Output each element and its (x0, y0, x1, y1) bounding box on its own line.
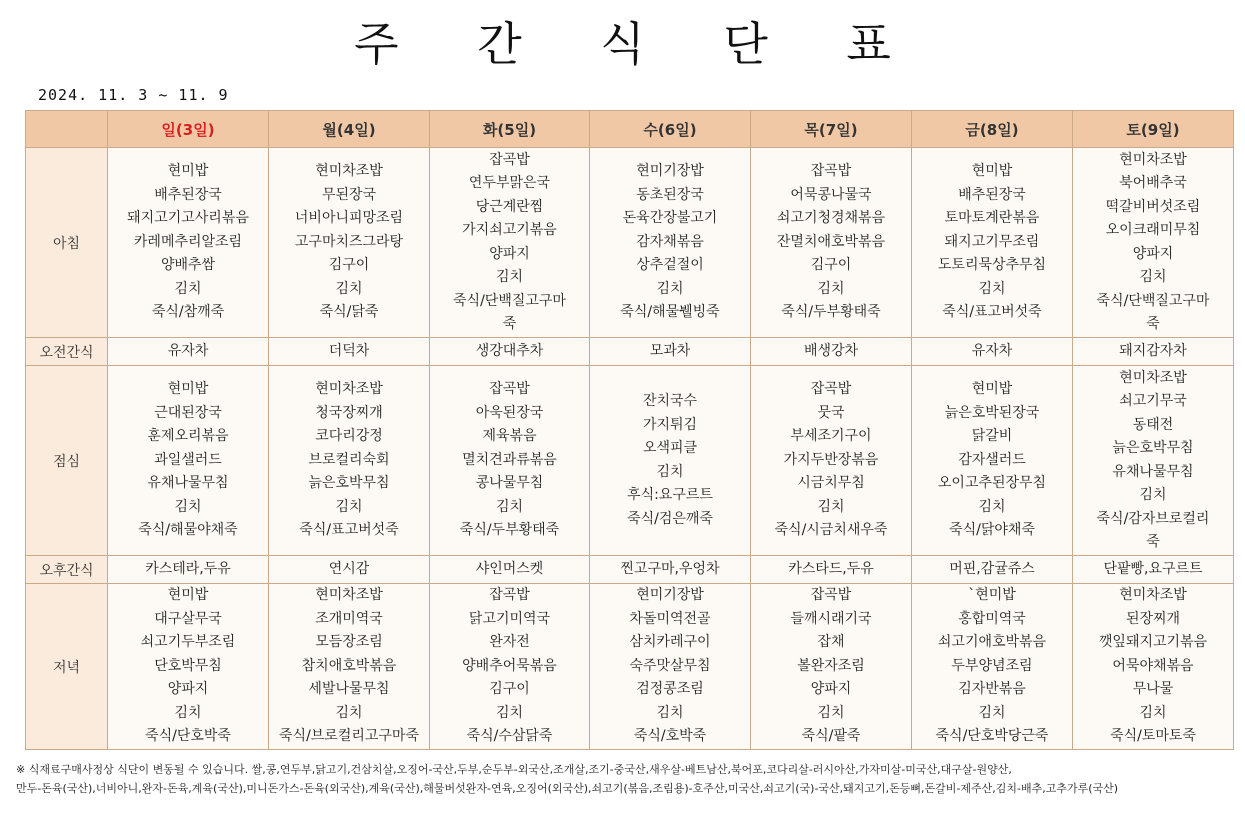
menu-item: 동초된장국 (636, 186, 704, 203)
breakfast-row (26, 148, 1234, 338)
menu-cell (269, 338, 430, 366)
menu-item: 양배추어묵볶음 (462, 657, 557, 674)
menu-item: 들깨시래기국 (790, 610, 872, 627)
menu-item: 브로컬리숙회 (308, 451, 390, 468)
day-header: 목(7일) (751, 111, 912, 148)
menu-item: 모듬장조림 (315, 634, 383, 651)
menu-item: 멸치견과류볶음 (462, 451, 557, 468)
menu-item: 김치 (174, 704, 202, 721)
day-header: 금(8일) (912, 111, 1073, 148)
menu-item: 현미밥 (971, 381, 1013, 398)
menu-item: 죽식/해물뷀빙죽 (620, 304, 720, 321)
menu-item: 죽식/닭죽 (319, 304, 379, 321)
menu-item: 어묵야채볶음 (1112, 657, 1194, 674)
menu-item: 죽식/해물야채죽 (138, 522, 238, 539)
menu-item: 김치 (335, 498, 363, 515)
menu-item: 부세조기구이 (790, 428, 872, 445)
menu-cell (1073, 366, 1234, 556)
menu-items (430, 149, 589, 337)
menu-item: 죽식/시금치새우죽 (774, 522, 888, 539)
menu-item: 김치 (978, 280, 1006, 297)
meal-label: 점심 (26, 366, 108, 556)
note-line: 만두-돈육(국산),너비아니,완자-돈육,계육(국산),미니돈가스-돈육(외국산),계육(국산),해물버섯완자-연육,오징어(외국산),쇠고기(볶음,조림용)-호주산,미국산,쇠고기(국)-국산,돼지고기,돈등뼈,돈갈비-제주산,김치-배추,고추가루(국산) (16, 782, 1119, 795)
menu-item: 완자전 (489, 634, 530, 651)
menu-items (108, 558, 268, 582)
menu-item: 차돌미역전골 (629, 610, 711, 627)
menu-item: 죽식/단호박당근죽 (935, 728, 1049, 745)
menu-items (1073, 367, 1233, 555)
day-header: 화(5일) (430, 111, 590, 148)
menu-item: 과일샐러드 (154, 451, 222, 468)
menu-items (751, 558, 911, 582)
menu-item: 양파지 (1132, 245, 1174, 262)
menu-item: 잡곡밥 (489, 151, 530, 168)
menu-item: 연두부맑은국 (468, 175, 551, 191)
header-corner (26, 111, 108, 148)
menu-item: 감자샐러드 (958, 451, 1026, 468)
menu-items (108, 584, 268, 749)
menu-item: 현미기장밥 (636, 163, 704, 180)
menu-item: 김치 (174, 498, 202, 515)
menu-item: 죽식/참깨죽 (151, 304, 225, 321)
menu-items (269, 584, 429, 749)
menu-item: 김구이 (489, 681, 530, 698)
menu-items (1073, 340, 1233, 364)
menu-item: 죽 (1146, 534, 1160, 550)
menu-item: 죽 (1146, 316, 1160, 332)
menu-item: 늙은호박된장국 (944, 404, 1040, 421)
menu-item: 쇠고기두부조림 (140, 634, 236, 651)
menu-cell (590, 148, 751, 338)
menu-items (108, 340, 268, 364)
menu-items (1073, 558, 1233, 582)
menu-item: 양배추쌈 (160, 257, 216, 274)
menu-item: 잡곡밥 (810, 587, 852, 604)
menu-item: 죽식/단백질고구마 (453, 292, 566, 309)
meal-label: 아침 (26, 148, 108, 338)
menu-items (430, 584, 589, 749)
menu-item: 죽식/호박죽 (633, 728, 707, 745)
menu-items (912, 584, 1072, 749)
menu-item: 현미차조밥 (1119, 369, 1187, 386)
menu-item: 죽식/검은깨죽 (627, 510, 713, 527)
menu-item: 죽식/브로컬리고구마죽 (279, 728, 419, 745)
menu-item: 김치 (174, 280, 202, 297)
menu-item: 훈제오리볶음 (147, 428, 229, 445)
menu-item: 김치 (1139, 487, 1167, 503)
menu-item: 콩나물무침 (475, 475, 544, 492)
menu-cell (1073, 148, 1234, 338)
menu-item: 뭇국 (817, 404, 845, 421)
menu-cell (108, 584, 269, 750)
menu-item: 김치 (656, 280, 684, 297)
menu-items (590, 160, 750, 325)
menu-item: 김치 (1139, 704, 1167, 721)
menu-item: 카스타드,두유 (788, 560, 874, 577)
menu-cell (1073, 556, 1234, 584)
menu-item: 현미밥 (167, 381, 209, 398)
menu-item: 단팥빵,요구르트 (1103, 560, 1203, 577)
menu-item: 김치 (656, 704, 684, 721)
menu-item: 현미밥 (167, 163, 209, 180)
menu-item: 된장찌개 (1125, 610, 1181, 627)
menu-items (912, 340, 1072, 364)
menu-item: 양파지 (167, 681, 209, 698)
menu-item: 잡곡밥 (810, 163, 852, 180)
menu-cell (751, 148, 912, 338)
notes (16, 760, 1231, 798)
menu-item: 검정콩조림 (636, 681, 704, 698)
menu-items (912, 160, 1072, 325)
menu-cell (1073, 338, 1234, 366)
menu-item: `현미밥 (968, 587, 1016, 604)
menu-item: 제육볶음 (482, 428, 537, 445)
menu-item: 김자반볶음 (958, 681, 1026, 698)
menu-item: 깻잎돼지고기볶음 (1098, 634, 1208, 651)
menu-item: 죽식/팥죽 (801, 728, 861, 745)
menu-item: 김치 (495, 269, 524, 285)
menu-item: 현미차조밥 (315, 587, 383, 604)
menu-item: 김치 (335, 704, 363, 721)
menu-item: 대구살무국 (154, 610, 222, 627)
menu-item: 아욱된장국 (475, 404, 544, 421)
menu-item: 유채나물무침 (147, 475, 229, 492)
menu-items (751, 340, 911, 364)
note-line: ※ 식재료구매사정상 식단이 변동될 수 있습니다. 쌀,콩,연두부,닭고기,건삼치살,오징어-국산,두부,순두부-외국산,조개살,조기-중국산,새우살-베트남산,북어포,코다리살-러시아산,가자미살-미국산,대구살-원양산, (16, 763, 1012, 776)
day-header: 수(6일) (590, 111, 751, 148)
menu-item: 동태전 (1132, 416, 1174, 433)
menu-item: 참치애호박볶음 (301, 657, 397, 674)
menu-item: 청국장찌개 (315, 404, 383, 421)
menu-item: 너비아니피망조림 (294, 210, 404, 227)
menu-item: 죽식/닭야채죽 (949, 522, 1035, 539)
menu-item: 근대된장국 (154, 404, 222, 421)
menu-item: 잡채 (817, 634, 845, 651)
menu-item: 닭고기미역국 (468, 610, 551, 627)
menu-item: 양파지 (810, 681, 852, 698)
menu-item: 가지쇠고기볶음 (462, 222, 557, 238)
menu-item: 김구이 (328, 257, 370, 274)
menu-items (590, 390, 750, 531)
menu-item: 늙은호박무침 (1112, 440, 1194, 456)
menu-cell (590, 556, 751, 584)
weekly-menu-table (25, 110, 1234, 750)
menu-item: 배추된장국 (154, 186, 222, 203)
menu-cell (430, 556, 590, 584)
menu-items (108, 160, 268, 325)
menu-item: 볼완자조림 (797, 657, 865, 674)
menu-item: 당근계란찜 (475, 198, 544, 215)
menu-cell (590, 584, 751, 750)
menu-item: 무나물 (1132, 681, 1174, 698)
meal-label: 오전간식 (26, 338, 108, 366)
menu-items (1073, 149, 1233, 337)
menu-items (269, 558, 429, 582)
menu-cell (590, 366, 751, 556)
menu-cell (1073, 584, 1234, 750)
menu-item: 두부양념조림 (951, 657, 1033, 674)
menu-item: 모과차 (649, 342, 691, 359)
menu-cell (751, 584, 912, 750)
menu-cell (430, 338, 590, 366)
menu-item: 현미밥 (167, 587, 209, 604)
menu-item: 배생강차 (803, 342, 859, 359)
menu-item: 현미차조밥 (315, 163, 383, 180)
menu-cell (269, 556, 430, 584)
menu-item: 후식:요구르트 (627, 487, 713, 503)
menu-items (269, 378, 429, 543)
day-header: 토(9일) (1073, 111, 1234, 148)
morning-snack-row (26, 338, 1234, 366)
menu-cell (751, 556, 912, 584)
menu-cell (912, 366, 1073, 556)
menu-item: 죽식/표고버섯죽 (299, 522, 399, 539)
menu-item: 오이크래미무침 (1105, 222, 1201, 238)
menu-item: 김치 (335, 280, 363, 297)
menu-item: 배추된장국 (958, 186, 1026, 203)
menu-cell (430, 584, 590, 750)
menu-item: 더덕차 (328, 342, 370, 359)
menu-item: 오이고추된장무침 (937, 475, 1047, 492)
menu-item: 돼지감자차 (1119, 342, 1187, 359)
menu-items (269, 340, 429, 364)
menu-item: 김구이 (810, 257, 852, 274)
menu-item: 현미기장밥 (636, 587, 704, 604)
menu-cell (430, 366, 590, 556)
menu-item: 김치 (817, 280, 845, 297)
menu-items (751, 584, 911, 749)
meal-label: 오후간식 (26, 556, 108, 584)
menu-cell (751, 338, 912, 366)
menu-item: 북어배추국 (1119, 175, 1187, 191)
meal-label: 저녁 (26, 584, 108, 750)
menu-items (590, 584, 750, 749)
menu-items (1073, 584, 1233, 749)
menu-item: 어묵콩나물국 (790, 186, 872, 203)
menu-item: 유채나물무침 (1112, 463, 1194, 480)
menu-item: 쇠고기청경채볶음 (776, 210, 886, 227)
menu-item: 늙은호박무침 (308, 475, 390, 492)
menu-items (590, 558, 750, 582)
menu-item: 닭갈비 (971, 428, 1013, 445)
menu-item: 생강대추차 (475, 342, 544, 359)
menu-cell (912, 556, 1073, 584)
menu-item: 죽식/토마토죽 (1110, 728, 1196, 745)
menu-item: 김치 (495, 704, 524, 721)
page-title: 주 간 식 단 표 (354, 17, 923, 71)
menu-item: 감자채볶음 (636, 233, 704, 250)
menu-cell (108, 148, 269, 338)
table-header-row (26, 111, 1234, 148)
menu-item: 단호박무침 (154, 657, 222, 674)
menu-item: 김치 (978, 704, 1006, 721)
menu-items (912, 558, 1072, 582)
lunch-row (26, 366, 1234, 556)
menu-cell (751, 366, 912, 556)
menu-item: 샤인머스켓 (475, 560, 544, 577)
menu-cell (269, 148, 430, 338)
menu-items (751, 378, 911, 543)
menu-item: 잡곡밥 (810, 381, 852, 398)
menu-item: 머핀,감귤쥬스 (949, 560, 1035, 577)
menu-cell (269, 366, 430, 556)
menu-item: 돈육간장불고기 (622, 210, 718, 227)
menu-item: 김치 (817, 498, 845, 515)
menu-cell (590, 338, 751, 366)
menu-items (108, 378, 268, 543)
menu-item: 죽식/두부황태죽 (781, 304, 881, 321)
menu-item: 가지두반장볶음 (783, 451, 879, 468)
menu-item: 유자차 (971, 342, 1013, 359)
menu-item: 떡갈비버섯조림 (1105, 198, 1201, 215)
afternoon-snack-row (26, 556, 1234, 584)
menu-item: 양파지 (489, 245, 530, 262)
menu-cell (108, 556, 269, 584)
menu-item: 토마토계란볶음 (944, 210, 1040, 227)
menu-items (269, 160, 429, 325)
menu-item: 죽 (502, 316, 517, 332)
menu-item: 유자차 (167, 342, 209, 359)
menu-item: 연시감 (328, 560, 370, 577)
menu-cell (912, 148, 1073, 338)
menu-item: 삼치카레구이 (629, 634, 711, 651)
menu-item: 김치 (978, 498, 1006, 515)
menu-item: 고구마치즈그라탕 (294, 233, 404, 250)
menu-item: 무된장국 (321, 186, 377, 203)
menu-item: 찐고구마,우엉차 (620, 560, 720, 577)
menu-item: 쇠고기애호박볶음 (937, 634, 1047, 651)
menu-item: 김치 (817, 704, 845, 721)
menu-item: 잡곡밥 (489, 381, 530, 398)
menu-items (590, 340, 750, 364)
menu-items (912, 378, 1072, 543)
menu-item: 죽식/수삼닭죽 (466, 728, 553, 745)
menu-item: 홍합미역국 (958, 610, 1026, 627)
menu-item: 현미차조밥 (1119, 587, 1187, 604)
menu-item: 죽식/단호박죽 (145, 728, 231, 745)
menu-item: 죽식/표고버섯죽 (942, 304, 1042, 321)
menu-item: 카레메추리알조림 (133, 233, 243, 250)
menu-cell (912, 338, 1073, 366)
menu-items (430, 558, 589, 582)
menu-item: 도토리묵상추무침 (937, 257, 1047, 274)
menu-item: 돼지고기무조림 (944, 233, 1040, 250)
menu-item: 오색피클 (642, 440, 698, 456)
menu-item: 잡곡밥 (489, 587, 530, 604)
menu-cell (912, 584, 1073, 750)
menu-item: 돼지고기고사리볶음 (127, 210, 249, 227)
menu-items (430, 378, 589, 543)
menu-item: 현미차조밥 (1119, 151, 1187, 168)
menu-item: 세발나물무침 (308, 681, 390, 698)
menu-item: 김치 (1139, 269, 1167, 285)
menu-item: 잔멸치애호박볶음 (776, 233, 886, 250)
menu-item: 현미차조밥 (315, 381, 383, 398)
menu-item: 상추겉절이 (636, 257, 704, 274)
menu-item: 김치 (495, 498, 524, 515)
menu-period: 2024. 11. 3 ~ 11. 9 (38, 86, 229, 104)
menu-item: 조개미역국 (315, 610, 383, 627)
menu-item: 코다리강정 (315, 428, 383, 445)
menu-item: 현미밥 (971, 163, 1013, 180)
day-header: 일(3일) (108, 111, 269, 148)
dinner-row (26, 584, 1234, 750)
menu-items (430, 340, 589, 364)
menu-cell (269, 584, 430, 750)
menu-cell (108, 366, 269, 556)
menu-item: 시금치무침 (797, 475, 865, 492)
menu-item: 쇠고기무국 (1119, 393, 1187, 409)
menu-item: 숙주맛살무침 (629, 657, 711, 674)
menu-item: 죽식/두부황태죽 (459, 522, 560, 539)
day-header: 월(4일) (269, 111, 430, 148)
menu-item: 카스테라,두유 (145, 560, 231, 577)
menu-item: 죽식/감자브로컬리 (1096, 510, 1210, 527)
menu-item: 잔치국수 (642, 393, 698, 409)
menu-items (751, 160, 911, 325)
menu-item: 김치 (656, 463, 684, 480)
menu-item: 죽식/단백질고구마 (1096, 292, 1210, 309)
menu-cell (430, 148, 590, 338)
menu-item: 가지튀김 (642, 416, 698, 433)
menu-cell (108, 338, 269, 366)
